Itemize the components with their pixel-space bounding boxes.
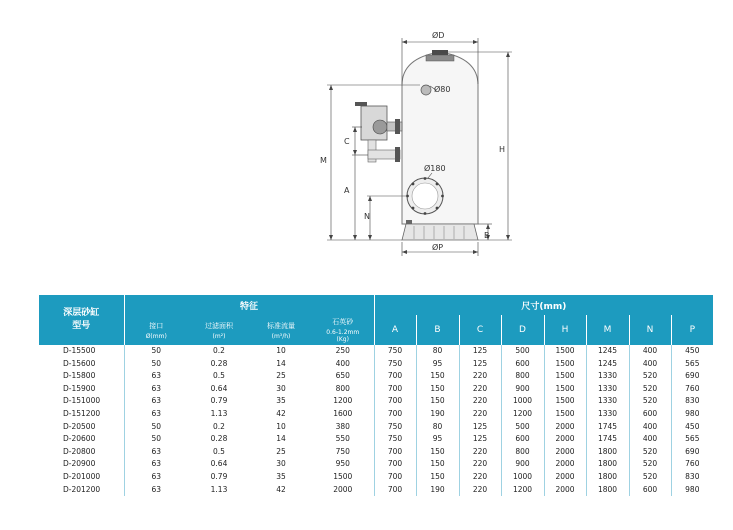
valve-handle — [355, 102, 367, 106]
value-cell: 50 — [124, 433, 188, 446]
model-cell: D-151200 — [63, 408, 101, 418]
value-cell: 25 — [276, 446, 286, 456]
value-cell: 80 — [416, 421, 459, 434]
col-header-h: H — [544, 315, 586, 345]
value-cell: 520 — [629, 458, 671, 471]
dim-label-h: H — [499, 145, 506, 154]
value-cell: 700 — [374, 446, 416, 459]
value-cell: 30 — [276, 459, 286, 469]
value-cell: 14 — [276, 358, 286, 368]
value-cell: 800 — [501, 446, 544, 459]
model-cell: D-15500 — [63, 346, 96, 355]
model-cell: D-201000 — [63, 471, 101, 481]
dim-label-b: B — [484, 231, 490, 240]
value-cell: 125 — [459, 345, 501, 358]
subheader-filter-area: 过滤面积 (m²) — [205, 321, 233, 340]
table-row — [39, 358, 713, 371]
col-header-a: A — [374, 315, 416, 345]
value-cell: 125 — [459, 421, 501, 434]
value-cell: 1500 — [544, 345, 586, 358]
value-cell: 63 — [124, 458, 188, 471]
value-cell: 50 — [124, 421, 188, 434]
value-cell: 520 — [629, 471, 671, 484]
value-cell: 150 — [416, 471, 459, 484]
value-cell: 400 — [629, 421, 671, 434]
value-cell: 700 — [374, 383, 416, 396]
value-cell: 600 — [629, 408, 671, 421]
value-cell: 35 — [276, 471, 286, 481]
value-cell: 1200 — [501, 484, 544, 497]
table-row — [39, 446, 713, 459]
value-cell: 220 — [459, 408, 501, 421]
col-header-m: M — [586, 315, 629, 345]
value-cell: 700 — [374, 458, 416, 471]
value-cell: 690 — [671, 446, 713, 459]
dimension-header: 尺寸(mm) — [374, 295, 713, 315]
value-cell: 600 — [501, 358, 544, 371]
subheader-port: 接口 Ø(mm) — [124, 315, 188, 345]
value-cell: 2000 — [544, 433, 586, 446]
value-cell: 400 — [335, 358, 350, 368]
value-cell: 1245 — [586, 358, 629, 371]
value-cell: 380 — [335, 421, 350, 431]
value-cell: 0.2 — [213, 346, 225, 355]
value-cell: 550 — [335, 434, 350, 444]
value-cell: 1245 — [586, 345, 629, 358]
dim-label-p: ØP — [432, 243, 444, 252]
value-cell: 1800 — [586, 471, 629, 484]
value-cell: 800 — [501, 370, 544, 383]
value-cell: 190 — [416, 484, 459, 497]
lid-knob — [432, 50, 448, 55]
value-cell: 900 — [501, 383, 544, 396]
model-header: 深层砂缸 型号 — [63, 308, 100, 331]
value-cell: 2000 — [544, 446, 586, 459]
value-cell: 520 — [629, 383, 671, 396]
value-cell: 1500 — [544, 383, 586, 396]
value-cell: 1330 — [586, 383, 629, 396]
value-cell: 63 — [124, 484, 188, 497]
value-cell: 95 — [416, 358, 459, 371]
value-cell: 750 — [374, 421, 416, 434]
col-header-n: N — [629, 315, 671, 345]
value-cell: 1200 — [333, 396, 353, 406]
value-cell: 10 — [276, 421, 286, 431]
value-cell: 700 — [374, 408, 416, 421]
value-cell: 400 — [629, 358, 671, 371]
col-header-p: P — [671, 315, 713, 345]
value-cell: 900 — [501, 458, 544, 471]
value-cell: 0.79 — [210, 396, 228, 406]
value-cell: 750 — [374, 358, 416, 371]
value-cell: 1500 — [544, 370, 586, 383]
value-cell: 190 — [416, 408, 459, 421]
value-cell: 400 — [629, 345, 671, 358]
value-cell: 220 — [459, 395, 501, 408]
value-cell: 600 — [501, 433, 544, 446]
value-cell: 700 — [374, 395, 416, 408]
dim-label-n: N — [364, 212, 370, 221]
value-cell: 50 — [124, 345, 188, 358]
dim-label-80: Ø80 — [434, 85, 451, 94]
col-header-b: B — [416, 315, 459, 345]
value-cell: 1330 — [586, 370, 629, 383]
value-cell: 35 — [276, 396, 286, 406]
value-cell: 520 — [629, 395, 671, 408]
table-row — [39, 421, 713, 434]
value-cell: 220 — [459, 370, 501, 383]
value-cell: 95 — [416, 433, 459, 446]
tank-lid — [426, 55, 454, 61]
value-cell: 520 — [629, 370, 671, 383]
value-cell: 63 — [124, 471, 188, 484]
value-cell: 450 — [671, 345, 713, 358]
value-cell: 0.64 — [210, 383, 228, 393]
subheader-flow: 标准流量 (m³/h) — [267, 321, 295, 340]
col-header-c: C — [459, 315, 501, 345]
value-cell: 1800 — [586, 446, 629, 459]
value-cell: 750 — [374, 345, 416, 358]
value-cell: 250 — [335, 346, 350, 355]
dim-label-d: ØD — [432, 31, 445, 40]
table-row — [39, 395, 713, 408]
value-cell: 1330 — [586, 395, 629, 408]
subheader-sand: 石英砂 0.6-1.2mm (Kg) — [326, 318, 360, 343]
model-cell: D-15800 — [63, 371, 96, 381]
value-cell: 220 — [459, 471, 501, 484]
value-cell: 450 — [671, 421, 713, 434]
value-cell: 220 — [459, 458, 501, 471]
table-row — [39, 345, 713, 358]
value-cell: 830 — [671, 395, 713, 408]
value-cell: 0.5 — [213, 371, 225, 381]
value-cell: 565 — [671, 358, 713, 371]
value-cell: 750 — [335, 446, 350, 456]
value-cell: 950 — [335, 459, 350, 469]
value-cell: 63 — [124, 383, 188, 396]
value-cell: 1500 — [333, 471, 353, 481]
value-cell: 700 — [374, 370, 416, 383]
value-cell: 1330 — [586, 408, 629, 421]
dim-label-c: C — [344, 137, 350, 146]
value-cell: 520 — [629, 446, 671, 459]
model-cell: D-201200 — [63, 484, 101, 494]
value-cell: 565 — [671, 433, 713, 446]
value-cell: 63 — [124, 446, 188, 459]
value-cell: 220 — [459, 484, 501, 497]
value-cell: 1500 — [544, 408, 586, 421]
value-cell: 2000 — [333, 484, 353, 494]
value-cell: 500 — [501, 421, 544, 434]
table-row — [39, 383, 713, 396]
spec-table — [39, 295, 713, 496]
value-cell: 0.28 — [210, 358, 228, 368]
value-cell: 830 — [671, 471, 713, 484]
dim-label-m: M — [320, 156, 327, 165]
value-cell: 1500 — [544, 358, 586, 371]
value-cell: 600 — [629, 484, 671, 497]
value-cell: 400 — [629, 433, 671, 446]
value-cell: 150 — [416, 446, 459, 459]
value-cell: 150 — [416, 458, 459, 471]
spec-table-body — [39, 345, 713, 496]
value-cell: 1745 — [586, 433, 629, 446]
value-cell: 2000 — [544, 458, 586, 471]
value-cell: 690 — [671, 370, 713, 383]
value-cell: 220 — [459, 383, 501, 396]
table-row — [39, 408, 713, 421]
value-cell: 980 — [671, 408, 713, 421]
value-cell: 0.28 — [210, 434, 228, 444]
model-cell: D-151000 — [63, 396, 101, 406]
model-cell: D-15900 — [63, 383, 96, 393]
value-cell: 750 — [374, 433, 416, 446]
value-cell: 1000 — [501, 471, 544, 484]
value-cell: 2000 — [544, 421, 586, 434]
feature-header: 特征 — [124, 295, 374, 315]
table-row — [39, 471, 713, 484]
value-cell: 760 — [671, 383, 713, 396]
value-cell: 1600 — [333, 408, 353, 418]
value-cell: 980 — [671, 484, 713, 497]
value-cell: 1745 — [586, 421, 629, 434]
value-cell: 2000 — [544, 484, 586, 497]
model-cell: D-20600 — [63, 434, 96, 444]
value-cell: 30 — [276, 383, 286, 393]
value-cell: 800 — [335, 383, 350, 393]
value-cell: 50 — [124, 358, 188, 371]
dim-label-180: Ø180 — [424, 164, 446, 173]
value-cell: 63 — [124, 408, 188, 421]
value-cell: 150 — [416, 395, 459, 408]
dim-label-a: A — [344, 186, 350, 195]
table-row — [39, 484, 713, 497]
value-cell: 2000 — [544, 471, 586, 484]
tank-base — [402, 224, 478, 240]
value-cell: 0.79 — [210, 471, 228, 481]
value-cell: 1000 — [501, 395, 544, 408]
model-cell: D-20800 — [63, 446, 96, 456]
value-cell: 125 — [459, 358, 501, 371]
value-cell: 0.64 — [210, 459, 228, 469]
model-cell: D-15600 — [63, 358, 96, 368]
value-cell: 25 — [276, 371, 286, 381]
value-cell: 125 — [459, 433, 501, 446]
value-cell: 700 — [374, 471, 416, 484]
table-row — [39, 458, 713, 471]
value-cell: 650 — [335, 371, 350, 381]
value-cell: 1800 — [586, 484, 629, 497]
value-cell: 1.13 — [210, 484, 228, 494]
value-cell: 1800 — [586, 458, 629, 471]
value-cell: 63 — [124, 370, 188, 383]
value-cell: 1500 — [544, 395, 586, 408]
model-cell: D-20500 — [63, 421, 96, 431]
table-row — [39, 433, 713, 446]
value-cell: 0.5 — [213, 446, 225, 456]
model-cell: D-20900 — [63, 459, 96, 469]
value-cell: 1.13 — [210, 408, 228, 418]
value-cell: 10 — [276, 346, 286, 355]
value-cell: 63 — [124, 395, 188, 408]
value-cell: 14 — [276, 434, 286, 444]
value-cell: 1200 — [501, 408, 544, 421]
value-cell: 150 — [416, 370, 459, 383]
value-cell: 0.2 — [213, 421, 225, 431]
value-cell: 42 — [276, 484, 286, 494]
value-cell: 220 — [459, 446, 501, 459]
value-cell: 700 — [374, 484, 416, 497]
value-cell: 760 — [671, 458, 713, 471]
value-cell: 150 — [416, 383, 459, 396]
top-port — [421, 85, 431, 95]
col-header-d: D — [501, 315, 544, 345]
value-cell: 42 — [276, 408, 286, 418]
value-cell: 80 — [416, 345, 459, 358]
table-row — [39, 370, 713, 383]
value-cell: 500 — [501, 345, 544, 358]
